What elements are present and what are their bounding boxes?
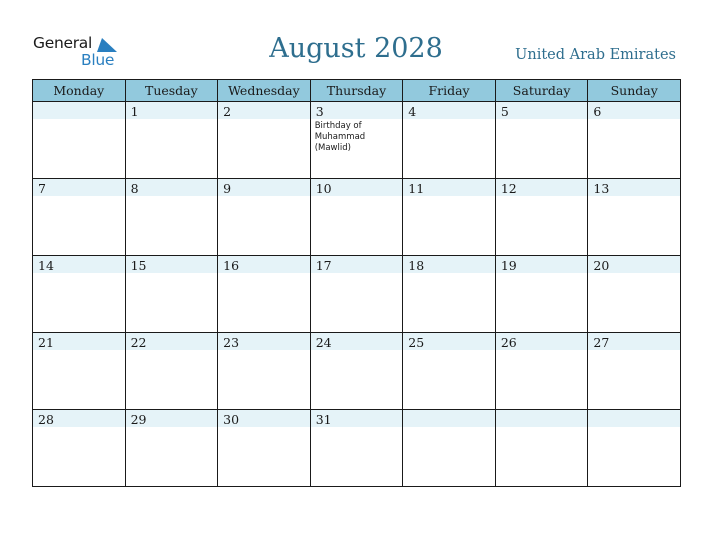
day-number: 17 xyxy=(315,258,332,273)
day-cell xyxy=(33,333,126,410)
day-cell xyxy=(218,333,311,410)
day-number-strip xyxy=(311,102,403,119)
day-number: 18 xyxy=(408,258,425,273)
day-cell xyxy=(403,179,496,256)
page-title: August 2028 xyxy=(269,33,443,64)
day-number-strip xyxy=(218,102,310,119)
day-cell xyxy=(125,410,218,487)
day-number-strip xyxy=(588,102,680,119)
day-number: 31 xyxy=(315,412,332,427)
week-row xyxy=(33,102,681,179)
day-number-strip xyxy=(126,179,218,196)
day-cell xyxy=(403,256,496,333)
day-cell xyxy=(588,102,681,179)
day-cell xyxy=(588,179,681,256)
day-number: 10 xyxy=(315,181,332,196)
day-number-strip xyxy=(403,102,495,119)
calendar-body xyxy=(33,102,681,487)
day-number: 24 xyxy=(315,335,332,350)
day-number: 27 xyxy=(593,335,610,350)
day-number: 9 xyxy=(223,181,232,196)
weekday-header: Tuesday xyxy=(125,80,218,102)
day-number: 2 xyxy=(223,104,232,119)
day-number: 14 xyxy=(38,258,54,273)
day-cell xyxy=(125,256,218,333)
day-number: 1 xyxy=(130,104,139,119)
day-number: 19 xyxy=(500,258,517,273)
weekday-header: Wednesday xyxy=(218,80,311,102)
country-label: United Arab Emirates xyxy=(515,47,676,63)
weekday-header: Saturday xyxy=(495,80,588,102)
day-cell xyxy=(495,256,588,333)
day-cell xyxy=(495,102,588,179)
week-row xyxy=(33,256,681,333)
day-number-strip xyxy=(588,410,680,427)
day-cell xyxy=(218,179,311,256)
day-number: 20 xyxy=(593,258,610,273)
day-cell xyxy=(403,410,496,487)
day-number: 28 xyxy=(38,412,54,427)
day-cell xyxy=(125,333,218,410)
day-number: 16 xyxy=(223,258,240,273)
day-number-strip xyxy=(403,410,495,427)
calendar-grid xyxy=(32,79,681,487)
day-number-strip xyxy=(126,102,218,119)
day-number: 7 xyxy=(38,181,46,196)
day-cell xyxy=(588,333,681,410)
weekday-header: Sunday xyxy=(588,80,681,102)
day-cell xyxy=(310,333,403,410)
day-number: 29 xyxy=(130,412,147,427)
day-number: 23 xyxy=(223,335,240,350)
day-cell xyxy=(588,256,681,333)
day-cell xyxy=(33,256,126,333)
day-cell xyxy=(218,256,311,333)
day-number: 12 xyxy=(500,181,517,196)
logo-word-general: General xyxy=(33,34,92,52)
day-cell xyxy=(403,102,496,179)
day-number: 22 xyxy=(130,335,147,350)
day-number-strip xyxy=(496,410,588,427)
day-number-strip xyxy=(496,102,588,119)
day-cell xyxy=(125,102,218,179)
day-number: 5 xyxy=(500,104,509,119)
day-cell xyxy=(403,333,496,410)
day-cell xyxy=(310,256,403,333)
holiday-event: Birthday of Muhammad (Mawlid) xyxy=(314,121,366,153)
day-number: 30 xyxy=(223,412,240,427)
day-cell xyxy=(218,410,311,487)
day-number: 21 xyxy=(38,335,54,350)
day-number-strip xyxy=(33,102,125,119)
day-cell xyxy=(495,179,588,256)
day-number: 25 xyxy=(408,335,425,350)
day-number: 6 xyxy=(593,104,602,119)
weekday-header-row xyxy=(33,80,681,102)
day-cell xyxy=(588,410,681,487)
day-cell xyxy=(495,333,588,410)
day-number: 11 xyxy=(408,181,425,196)
day-cell xyxy=(125,179,218,256)
logo-word-blue: Blue xyxy=(81,51,115,69)
weekday-header: Friday xyxy=(403,80,496,102)
day-cell xyxy=(218,102,311,179)
week-row xyxy=(33,333,681,410)
day-number: 4 xyxy=(408,104,417,119)
weekday-header: Monday xyxy=(33,80,126,102)
day-number: 3 xyxy=(315,104,324,119)
day-number: 15 xyxy=(130,258,147,273)
day-number: 8 xyxy=(130,181,139,196)
day-number-strip xyxy=(33,179,125,196)
day-cell xyxy=(33,410,126,487)
day-number: 26 xyxy=(500,335,517,350)
day-cell xyxy=(33,102,126,179)
day-number-strip xyxy=(218,179,310,196)
day-cell xyxy=(33,179,126,256)
day-cell xyxy=(495,410,588,487)
week-row xyxy=(33,179,681,256)
day-number: 13 xyxy=(593,181,610,196)
day-cell xyxy=(310,102,403,179)
day-cell xyxy=(310,179,403,256)
week-row xyxy=(33,410,681,487)
weekday-header: Thursday xyxy=(310,80,403,102)
day-cell xyxy=(310,410,403,487)
